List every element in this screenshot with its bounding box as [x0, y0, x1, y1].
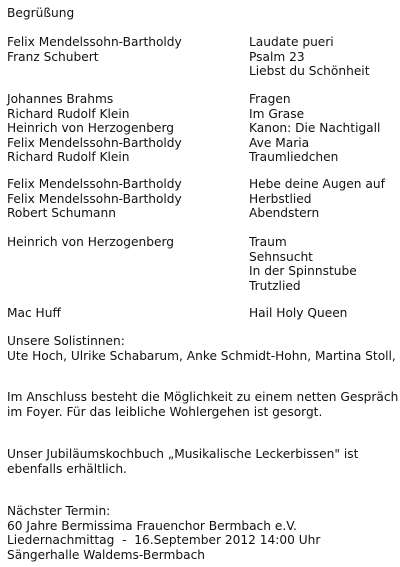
piece-title: Fragen: [249, 92, 291, 106]
program-group: [0, 92, 400, 165]
composer-name: Robert Schumann: [7, 206, 116, 220]
next-event-section: [7, 504, 397, 562]
composer-name: Franz Schubert: [7, 49, 99, 64]
program-row: [0, 150, 400, 165]
piece-title: Traum: [249, 235, 287, 249]
program-row: [0, 136, 400, 151]
piece-title: Im Grase: [249, 106, 305, 121]
piece-title: Herbstlied: [249, 191, 312, 206]
afterword-paragraph: [7, 390, 397, 419]
piece-title: Trutzlied: [249, 278, 301, 293]
piece-title: Psalm 23: [249, 49, 305, 64]
program-group: [0, 35, 400, 79]
next-event-line: Sängerhalle Waldems-Bermbach: [7, 547, 205, 562]
soloists-section: [7, 334, 397, 363]
program-row: [0, 192, 400, 207]
paragraph-line: im Foyer. Für das leibliche Wohlergehen ist gesorgt.: [7, 404, 323, 419]
composer-name: Mac Huff: [7, 306, 61, 320]
program-group: [0, 306, 400, 321]
program-row: [0, 206, 400, 221]
program-row: [0, 92, 400, 107]
paragraph-line: Im Anschluss besteht die Möglichkeit zu einem netten Gespräch: [7, 390, 399, 404]
next-event-line: Liedernachmittag - 16.September 2012 14:00 Uhr: [7, 533, 321, 547]
program-group: [0, 177, 400, 221]
composer-name: Johannes Brahms: [7, 92, 114, 106]
next-event-line: 60 Jahre Bermissima Frauenchor Bermbach e.V.: [7, 518, 297, 533]
composer-name: Heinrich von Herzogenberg: [7, 121, 174, 135]
soloists-label: Unsere Solistinnen:: [7, 334, 125, 348]
piece-title: Traumliedchen: [249, 150, 339, 164]
program-row: [0, 121, 400, 136]
composer-name: Felix Mendelssohn-Bartholdy: [7, 135, 182, 150]
program-row: [0, 235, 400, 250]
composer-name: Felix Mendelssohn-Bartholdy: [7, 35, 182, 49]
piece-title: Hebe deine Augen auf: [249, 177, 385, 191]
piece-title: Laudate pueri: [249, 35, 334, 49]
composer-name: Richard Rudolf Klein: [7, 150, 130, 164]
piece-title: Kanon: Die Nachtigall: [249, 121, 381, 135]
paragraph-line: ebenfalls erhältlich.: [7, 461, 127, 476]
piece-title: Hail Holy Queen: [249, 306, 348, 320]
next-event-label: Nächster Termin:: [7, 504, 111, 518]
program-row: [0, 107, 400, 122]
program-row: [0, 306, 400, 321]
welcome-heading: Begrüßung: [7, 6, 75, 20]
program-row: [0, 35, 400, 50]
piece-title: Liebst du Schönheit: [249, 64, 370, 78]
program-row: [0, 250, 400, 265]
composer-name: Richard Rudolf Klein: [7, 106, 130, 121]
composer-name: Felix Mendelssohn-Bartholdy: [7, 191, 182, 206]
piece-title: Ave Maria: [249, 135, 310, 150]
cookbook-paragraph: [7, 447, 397, 476]
program-row: [0, 50, 400, 65]
soloists-names: Ute Hoch, Ulrike Schabarum, Anke Schmidt-Hohn, Martina Stoll,: [7, 348, 396, 363]
program-row: [0, 64, 400, 79]
composer-name: Heinrich von Herzogenberg: [7, 235, 174, 249]
program-row: [0, 264, 400, 279]
composer-name: Felix Mendelssohn-Bartholdy: [7, 177, 182, 191]
program-row: [0, 279, 400, 294]
paragraph-line: Unser Jubiläumskochbuch „Musikalische Leckerbissen" ist: [7, 447, 359, 461]
piece-title: Sehnsucht: [249, 249, 313, 264]
piece-title: In der Spinnstube: [249, 264, 357, 278]
program-group: [0, 235, 400, 293]
piece-title: Abendstern: [249, 206, 320, 220]
program-row: [0, 177, 400, 192]
